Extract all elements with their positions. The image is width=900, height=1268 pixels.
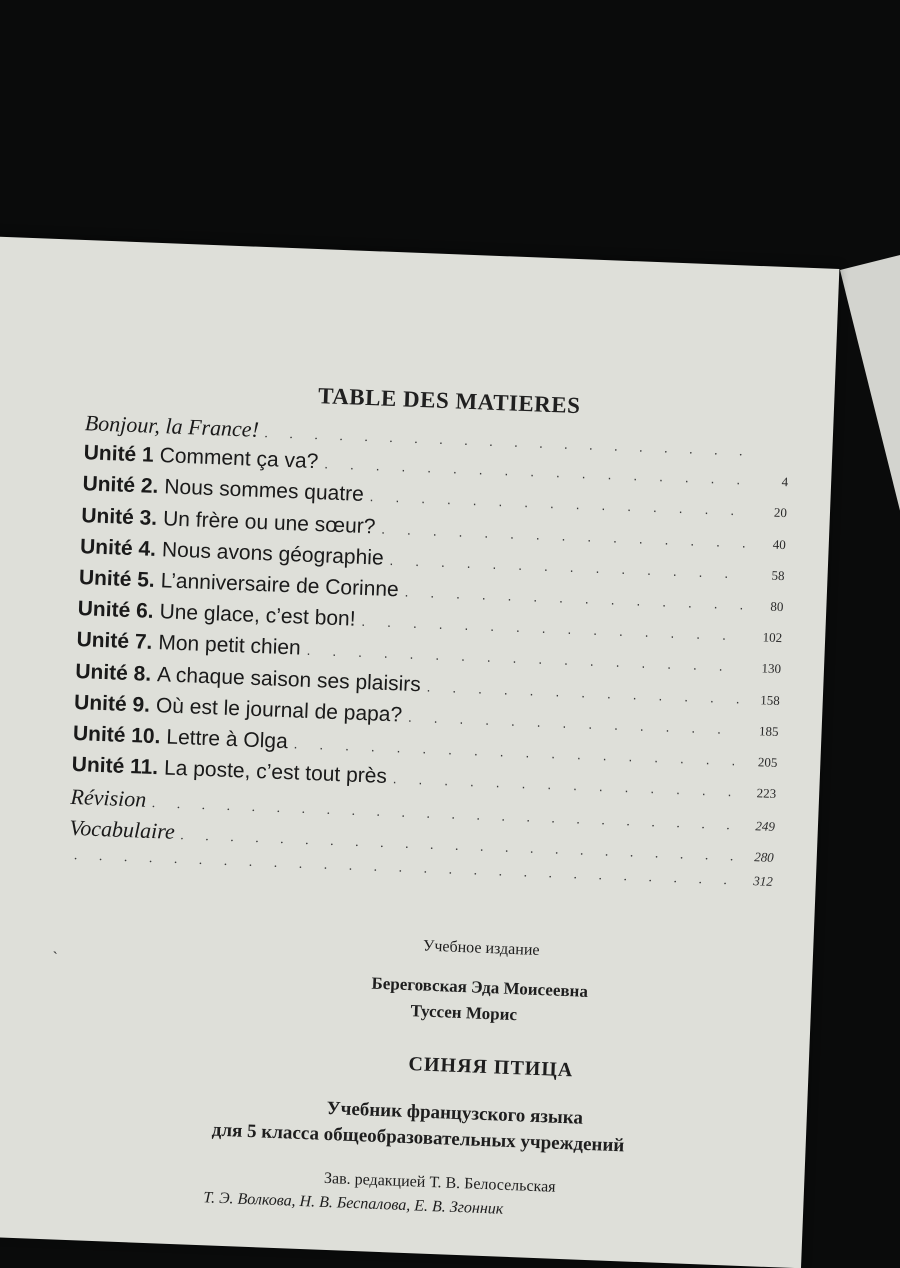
toc-list: [67, 410, 789, 905]
toc-entry-title: Vocabulaire: [68, 815, 176, 845]
toc-entry-title: A chaque saison ses plaisirs: [156, 662, 422, 696]
toc-entry-page: 80: [770, 598, 784, 615]
toc-entry-page: 280: [753, 849, 775, 866]
toc-entry-page: 4: [781, 474, 789, 490]
toc-entry-title: Lettre à Olga: [165, 725, 289, 754]
toc-entry-page: 130: [761, 660, 782, 677]
stray-mark: ˎ: [52, 935, 59, 955]
toc-entry-title: Une glace, c’est bon!: [159, 600, 356, 631]
toc-entry-unit: Unité 8.: [74, 659, 152, 686]
toc-entry-page: 40: [772, 536, 787, 552]
toc-title: TABLE DES MATIERES: [317, 383, 581, 419]
book-subtitle: Учебник французского языка: [326, 1097, 584, 1129]
toc-entry-title: Comment ça va?: [159, 444, 319, 474]
toc-entry-page: [755, 456, 789, 457]
editors-credit: Т. Э. Волкова, Н. В. Беспалова, Е. В. Згонник: [202, 1189, 504, 1218]
toc-entry-page: 102: [762, 629, 783, 646]
toc-entry-page: 249: [755, 818, 776, 835]
toc-entry-title: L’anniversaire de Corinne: [160, 569, 400, 602]
toc-entry-page: 20: [773, 505, 788, 521]
toc-entry-title: La poste, c’est tout près: [163, 756, 388, 789]
toc-entry-unit: Unité 4.: [79, 534, 157, 561]
edition-label: Учебное издание: [422, 937, 540, 959]
toc-entry-page: 312: [753, 872, 774, 889]
book-page: [0, 236, 839, 1268]
toc-entry-unit: Unité 7.: [76, 628, 153, 655]
toc-entry-title: Nous avons géographie: [161, 537, 385, 570]
author-name: Береговская Эда Моисеевна: [371, 973, 589, 1001]
toc-entry-unit: Unité 2.: [82, 472, 159, 499]
toc-entry-unit: Unité 9.: [73, 690, 151, 717]
toc-entry-unit: Unité 6.: [77, 597, 155, 624]
toc-entry-unit: Unité 10.: [72, 721, 161, 749]
toc-entry-title: Nous sommes quatre: [163, 475, 365, 507]
facing-page-edge: [840, 248, 900, 1201]
toc-entry-title: Révision: [70, 784, 147, 813]
toc-entry-title: Bonjour, la France!: [84, 410, 260, 442]
toc-entry-page: 223: [756, 785, 777, 802]
toc-entry-title: Mon petit chien: [157, 631, 302, 660]
book-title: СИНЯЯ ПТИЦА: [408, 1053, 574, 1082]
author-name: Туссен Морис: [410, 1001, 518, 1025]
editor-credit: Зав. редакцией Т. В. Белосельская: [323, 1169, 556, 1196]
toc-entry-unit: Unité 3.: [80, 503, 158, 530]
book-subtitle: для 5 класса общеобразовательных учреждений: [211, 1119, 625, 1157]
toc-entry-unit: Unité 1: [83, 441, 155, 468]
toc-entry-title: Un frère ou une sœur?: [162, 506, 376, 538]
toc-entry-page: 185: [758, 722, 779, 739]
toc-entry-unit: Unité 5.: [78, 565, 156, 592]
toc-entry-title: Où est le journal de papa?: [155, 693, 403, 727]
toc-entry-unit: Unité 11.: [71, 752, 159, 780]
toc-entry-page: 158: [760, 691, 781, 708]
toc-entry-page: 205: [757, 754, 778, 770]
toc-entry-page: 58: [771, 567, 785, 583]
